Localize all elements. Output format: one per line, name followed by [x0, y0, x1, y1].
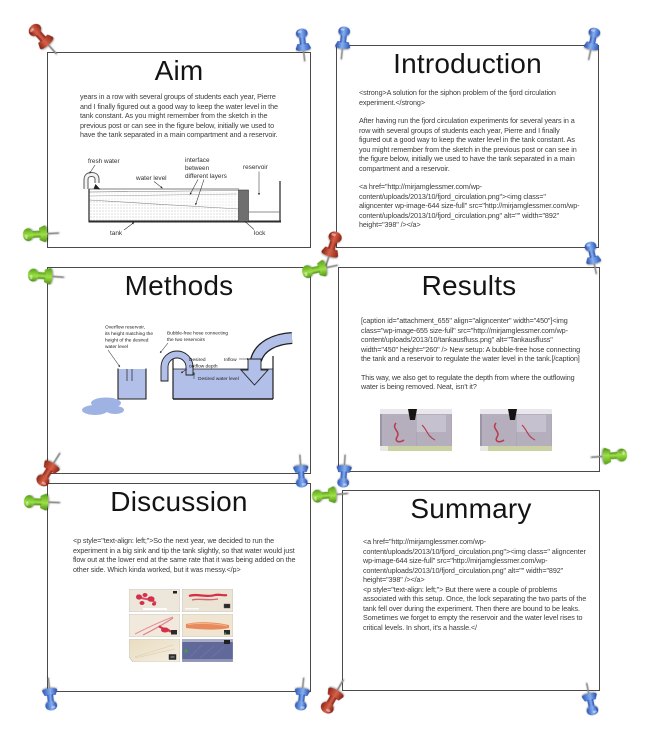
discussion-title: Discussion [110, 486, 248, 517]
panel-results [338, 267, 600, 472]
methods-label-overflow-4: water level [105, 345, 128, 350]
methods-label-hose-2: the two reservoirs [167, 338, 205, 343]
summary-body-block [363, 537, 587, 632]
panel-methods [47, 267, 311, 474]
aim-tank-diagram [48, 150, 312, 245]
results-title: Results [421, 270, 517, 301]
introduction-p2: After having run the fjord circulation experiments for several years in a row with several groups of students each year, Pierre and I finally figured out a good way to keep the water level in the tank constant. As you might remember from the sketch in the previous post or can see in the figure below, initially we used to have the tank separated in a main compartment and a reservoir. [359, 116, 577, 173]
discussion-photo-1 [129, 589, 180, 612]
aim-label-interface-2: between [185, 165, 210, 172]
methods-label-outflow-2: outflow depth [189, 364, 218, 370]
discussion-photo-3 [129, 614, 180, 637]
discussion-body-block [73, 536, 299, 574]
results-photo-1 [380, 409, 452, 451]
introduction-p1: <strong>A solution for the siphon problem of the fjord circulation experiment.</strong> [359, 88, 556, 107]
introduction-p3: <a href="http://mirjamglessmer.com/wp-content/uploads/2013/10/fjord_circulation.png"><img class=" aligncenter wp-image-644 size-full" src="http://mirjamglessmer.com/wp-content/uploads/2013/10/fjord_circulation.png" alt="" width="892" height="398" /></a> [359, 182, 580, 229]
results-photo-2 [480, 409, 552, 451]
discussion-photo-5 [129, 639, 180, 662]
methods-label-water-level: Desired water level [198, 377, 239, 382]
pushpin-icon [289, 676, 314, 712]
aim-body-text: years in a row with several groups of students each year, Pierre and I finally figured out a good way to keep the water level in the tank constant. As you might remember from the sketch in the previous post or can see in the figure below, initially we used to have the tank separated in a main compartment and a reservoir. [80, 92, 278, 139]
aim-label-water-level: water level [136, 175, 167, 182]
results-p2: This way, we also get to regulate the depth from where the outflowing water is being removed. Neat, isn't it? [361, 372, 575, 391]
pushpin-icon [27, 263, 66, 290]
pushpin-icon [37, 676, 62, 712]
aim-label-fresh-water: fresh water [88, 158, 120, 165]
methods-label-inflow: Inflow [224, 358, 237, 363]
pushpin-icon [578, 25, 607, 63]
results-p1: [caption id="attachment_655" align="aligncenter" width="450"]<img class="wp-image-655 size-full" src="http://mirjamglessmer.com/wp-content/uploads/2013/10/tankausfluss.png" alt="Tankausfluss" width="450" height="260" /> New setup: A bubble-free hose connecting the tank and a reservoir to regulate the water level in the tank.[/caption] [361, 316, 580, 363]
methods-label-overflow-1: Overflow reservoir, [105, 325, 145, 331]
panel-aim [47, 52, 311, 248]
results-body-block [361, 316, 585, 392]
aim-label-interface-1: interface [185, 157, 210, 164]
methods-label-hose-1: Bubble-free hose connecting [167, 331, 229, 337]
pushpin-icon [330, 25, 355, 61]
methods-setup-diagram [48, 323, 312, 423]
aim-title: Aim [154, 55, 204, 86]
aim-label-reservoir: reservoir [243, 164, 268, 171]
spill-puddle [82, 398, 124, 416]
discussion-photo-6 [182, 639, 233, 662]
discussion-photo-grid [129, 589, 233, 662]
methods-label-outflow-1: Desired [189, 358, 206, 363]
discussion-p1: <p style="text-align: left;">So the next year, we decided to run the experiment in a big sink and tip the tank slightly, so that water would just flow out at the lower end at the same rate that it was being added on the other side. Which kinda worked, but it was messy.</p> [73, 536, 296, 574]
pushpin-icon [576, 680, 605, 718]
discussion-photo-2 [182, 589, 233, 612]
introduction-body-block [359, 88, 581, 230]
pushpin-icon [590, 443, 629, 470]
aim-label-interface-3: different layers [185, 173, 227, 180]
pushpin-icon [289, 453, 313, 488]
methods-label-overflow-2: its height matching the [105, 332, 153, 337]
summary-title: Summary [410, 493, 532, 524]
panel-introduction [336, 45, 599, 248]
pushpin-icon [299, 253, 341, 284]
aim-label-lock: lock [254, 230, 266, 237]
discussion-photo-4 [182, 614, 233, 637]
panel-summary [342, 490, 600, 691]
summary-p1: <a href="http://mirjamglessmer.com/wp-content/uploads/2013/10/fjord_circulation.png"><img class=" aligncenter wp-image-644 size-full" src="http://mirjamglessmer.com/wp-content/uploads/2013/10/fjord_circulation.png" alt="" width="892" height="398" /></a> [363, 537, 586, 584]
pushpin-icon [23, 489, 61, 514]
summary-p2: <p style="text-align: left;"> But there were a couple of problems associated with this setup. Once, the lock separating the two parts of the tank fell over during the experiment. Then there are bound to be leaks. Sometimes we forget to empty the reservoir and the water level rises to critical levels. In short, it's a hassle.</ [363, 584, 587, 632]
fresh-water-inlet [86, 175, 101, 190]
lock-gate [239, 190, 249, 222]
pushpin-icon [290, 27, 315, 63]
aim-body-block [80, 92, 282, 140]
introduction-title: Introduction [393, 48, 542, 79]
methods-label-overflow-3: height of the desired [105, 338, 149, 344]
panel-discussion [47, 483, 311, 692]
methods-title: Methods [124, 270, 234, 301]
aim-label-tank: tank [110, 230, 123, 237]
pushpin-icon [310, 481, 349, 508]
pushpin-icon [22, 221, 61, 247]
